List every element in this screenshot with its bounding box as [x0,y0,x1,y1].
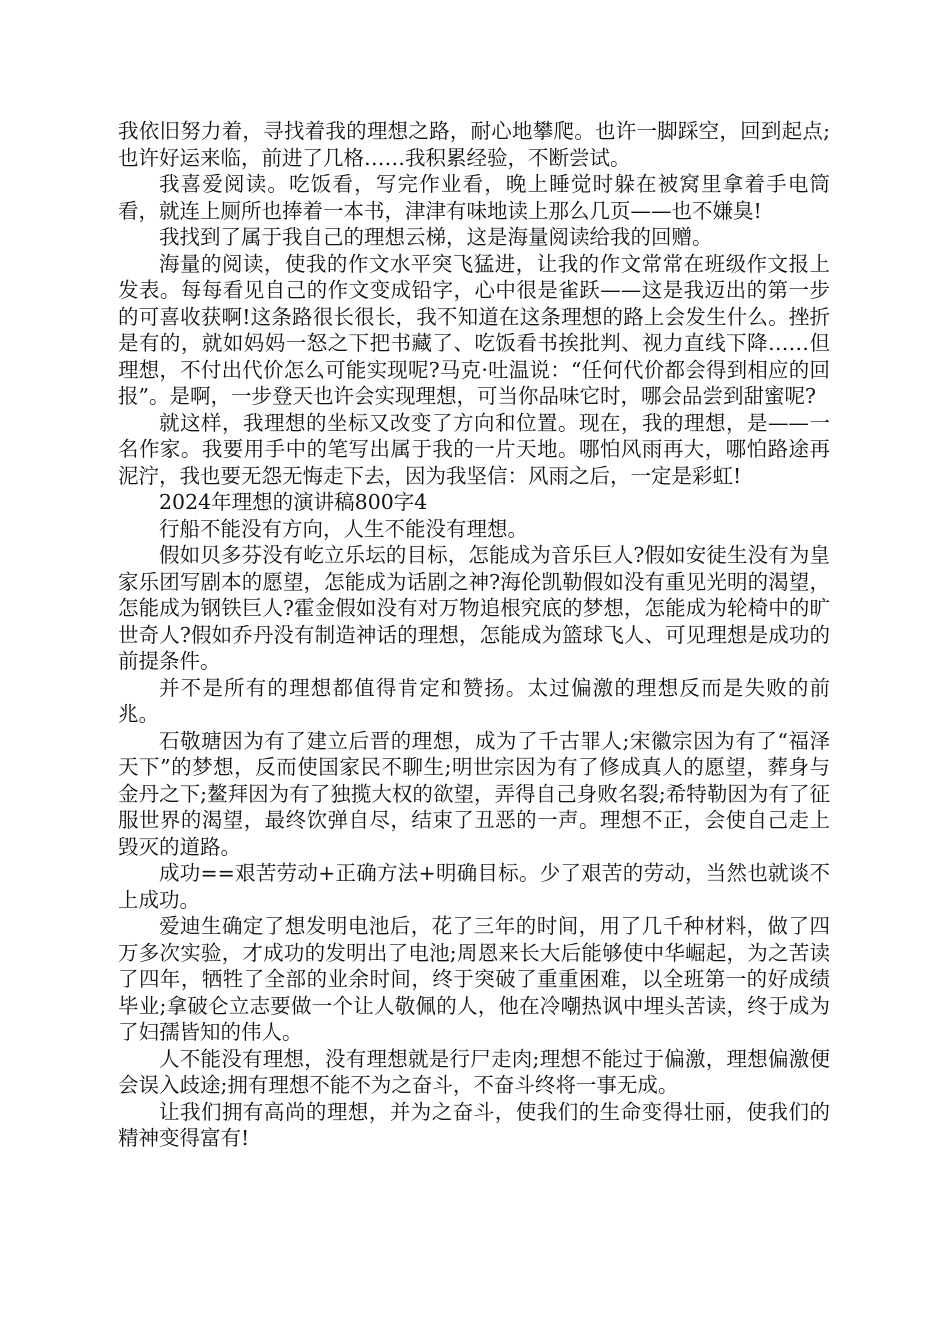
paragraph: 就这样，我理想的坐标又改变了方向和位置。现在，我的理想，是——一名作家。我要用手中的笔写出属于我的一片天地。哪怕风雨再大，哪怕路途再泥泞，我也要无怨无悔走下去，因为我坚信：风雨之后，一定是彩虹! [118,410,830,488]
paragraph: 石敬瑭因为有了建立后晋的理想，成为了千古罪人;宋徽宗因为有了“福泽天下”的梦想，反而使国家民不聊生;明世宗因为有了修成真人的愿望，葬身与金丹之下;鳌拜因为有了独揽大权的欲望，弄得自己身败名裂;希特勒因为有了征服世界的渴望，最终饮弹自尽，结束了丑恶的一声。理想不正，会使自己走上毁灭的道路。 [118,728,830,859]
paragraph: 我喜爱阅读。吃饭看，写完作业看，晚上睡觉时躲在被窝里拿着手电筒看，就连上厕所也捧着一本书，津津有味地读上那么几页——也不嫌臭! [118,172,830,223]
section-title: 2024年理想的演讲稿800字4 [159,490,428,514]
paragraph: 并不是所有的理想都值得肯定和赞扬。太过偏激的理想反而是失败的前兆。 [118,675,830,726]
paragraph: 我找到了属于我自己的理想云梯，这是海量阅读给我的回赠。 [159,225,713,249]
paragraph: 成功==艰苦劳动+正确方法+明确目标。少了艰苦的劳动，当然也就谈不上成功。 [118,861,830,912]
paragraph: 让我们拥有高尚的理想，并为之奋斗，使我们的生命变得壮丽，使我们的精神变得富有! [118,1099,830,1150]
paragraph: 爱迪生确定了想发明电池后，花了三年的时间，用了几千种材料，做了四万多次实验，才成功的发明出了电池;周恩来长大后能够使中华崛起，为之苦读了四年，牺牲了全部的业余时间，终于突破了重重困难，以全班第一的好成绩毕业;拿破仑立志要做一个让人敬佩的人，他在冷嘲热讽中埋头苦读，终于成为了妇孺皆知的伟人。 [118,914,830,1044]
paragraph: 我依旧努力着，寻找着我的理想之路，耐心地攀爬。也许一脚踩空，回到起点;也许好运来临，前进了几格……我积累经验，不断尝试。 [118,119,830,170]
paragraph: 海量的阅读，使我的作文水平突飞猛进，让我的作文常常在班级作文报上发表。每每看见自己的作文变成铅字，心中很是雀跃——这是我迈出的第一步的可喜收获啊!这条路很长很长，我不知道在这条理想的路上会发生什么。挫折是有的，就如妈妈一怒之下把书藏了、吃饭看书挨批判、视力直线下降……但理想，不付出代价怎么可能实现呢?马克·吐温说：“任何代价都会得到相应的回报”。是啊，一步登天也许会实现理想，可当你品味它时，哪会品尝到甜蜜呢? [118,251,830,408]
paragraph: 行船不能没有方向，人生不能没有理想。 [159,516,528,541]
document-page [118,118,830,1152]
paragraph: 假如贝多芬没有屹立乐坛的目标，怎能成为音乐巨人?假如安徒生没有为皇家乐团写剧本的愿望，怎能成为话剧之神?海伦凯勒假如没有重见光明的渴望，怎能成为钢铁巨人?霍金假如没有对万物追根究底的梦想，怎能成为轮椅中的旷世奇人?假如乔丹没有制造神话的理想，怎能成为篮球飞人、可见理想是成功的前提条件。 [118,543,830,673]
paragraph: 人不能没有理想，没有理想就是行尸走肉;理想不能过于偏激，理想偏激便会误入歧途;拥有理想不能不为之奋斗，不奋斗终将一事无成。 [118,1046,830,1097]
